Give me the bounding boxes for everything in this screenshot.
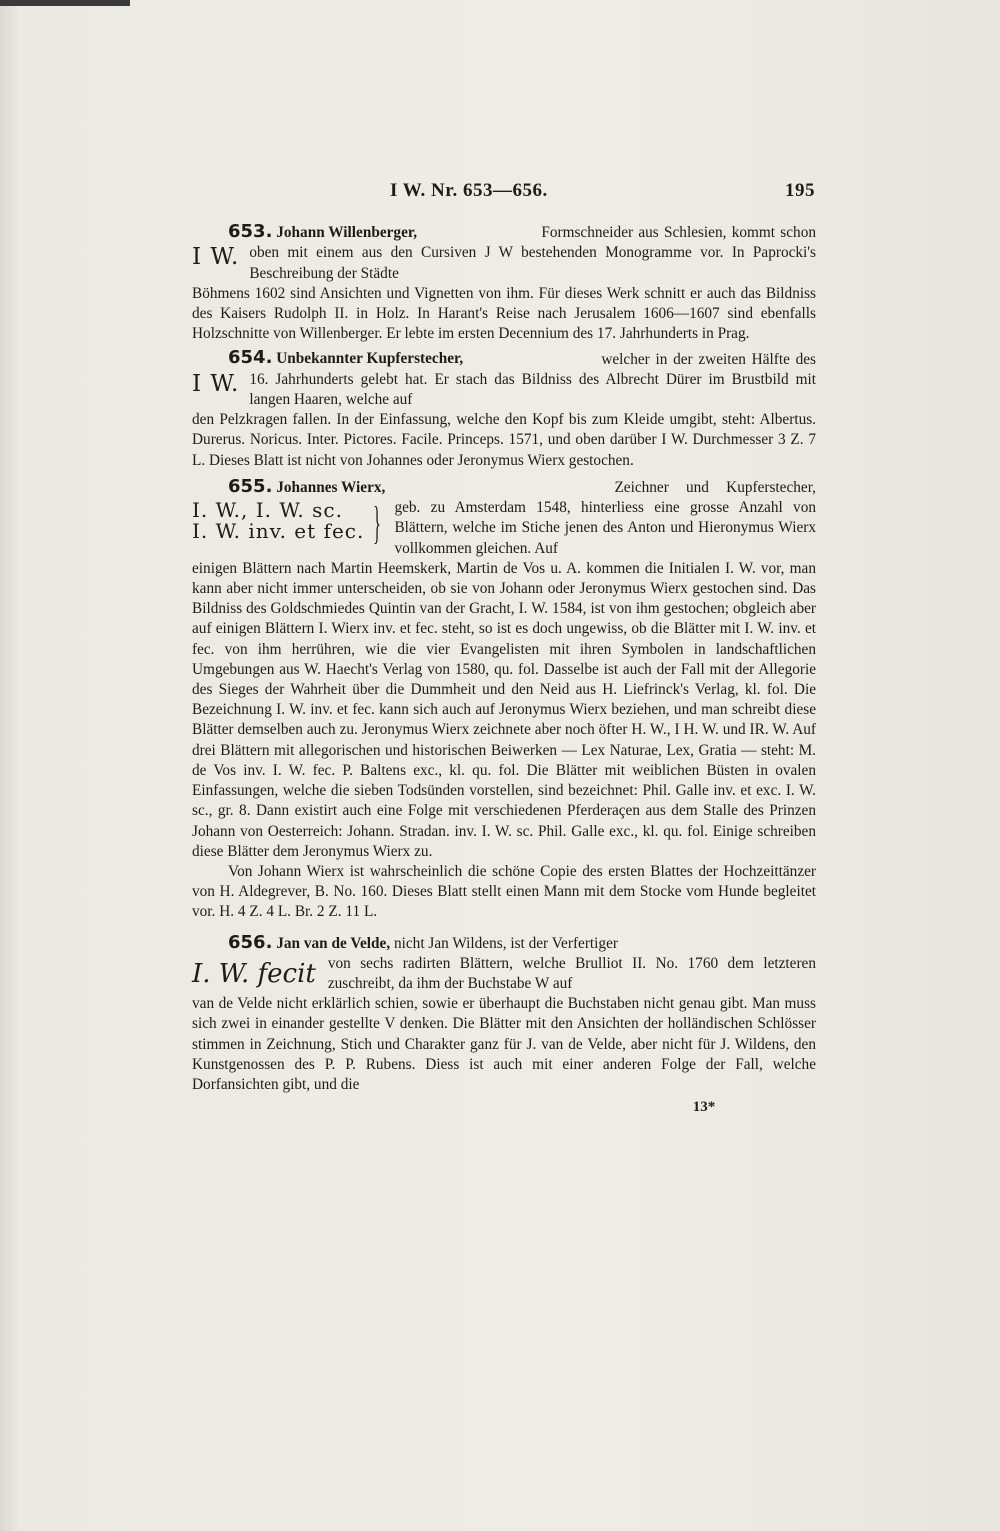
monogram-marks xyxy=(192,500,364,542)
monogram-text: welcher in der zweiten Hälfte des 16. Jahrhunderts gelebt hat. Er stach das Bildniss des Albrecht Dürer im Brustbild mit langen Haaren, welche auf xyxy=(249,350,816,409)
monogram-mark-1: I. W., I. W. sc. xyxy=(192,498,343,523)
page-number: 195 xyxy=(785,180,815,201)
entry-name: Johann Willenberger, xyxy=(276,224,418,241)
monogram-text: Zeichner und Kupferstecher, geb. zu Amsterdam 1548, hinterliess eine grosse Anzahl von Blättern, welche im Stiche jenen des Anton und Hieronymus Wierx vollkommen gleichen. Auf xyxy=(394,479,816,557)
running-header xyxy=(190,180,815,210)
entry-655 xyxy=(192,477,816,923)
entry-number: 654. xyxy=(228,347,273,369)
monogram-row xyxy=(192,954,816,994)
entry-body-2: Von Johann Wierx ist wahrscheinlich die schöne Copie des ersten Blattes der Hochzeittänzer von H. Aldegrever, B. No. 160. Dieses Blatt stellt einen Mann mit dem Stocke vom Hunde begleitet vor. H. 4 Z. 4 L. Br. 2 Z. 11 L. xyxy=(192,862,816,921)
entry-number: 656. xyxy=(228,931,273,953)
monogram-mark: I W. xyxy=(192,244,240,271)
entry-name: Johannes Wierx, xyxy=(276,478,386,496)
monogram-mark: I W. xyxy=(192,370,240,397)
brace-glyph: } xyxy=(373,497,382,549)
monogram-row xyxy=(192,350,816,411)
entry-654 xyxy=(192,348,816,470)
entry-653 xyxy=(192,222,816,344)
entry-name: Unbekannter Kupferstecher, xyxy=(276,350,464,368)
entry-name-rest: nicht Jan Wildens, ist der Verfertiger xyxy=(393,934,618,952)
entry-body: Böhmens 1602 sind Ansichten und Vignetten von ihm. Für dieses Werk schnitt er auch das Bildniss des Kaisers Rudolph II. in Holz. In Harant's Reise nach Jerusalem 1606—1607 sind ebenfalls Holzschnitte von Willenberger. Er lebte im ersten Decennium des 17. Jahrhunderts in Prag. xyxy=(192,284,816,343)
header-title: I W. Nr. 653—656. xyxy=(390,180,548,201)
monogram-text: von sechs radirten Blättern, welche Brulliot II. No. 1760 dem letzteren zuschreibt, da ihm der Buchstabe W auf xyxy=(327,954,816,992)
signature-mark: 13* xyxy=(692,1099,716,1116)
entry-656 xyxy=(192,933,816,1096)
entry-body: den Pelzkragen fallen. In der Einfassung, welche den Kopf bis zum Kleide umgibt, steht: Albertus. Durerus. Noricus. Inter. Pictores. Facile. Princeps. 1571, und oben darüber I W. Durchmesser 3 Z. 7 L. Dieses Blatt ist nicht von Johannes oder Jeronymus Wierx gestochen. xyxy=(192,411,816,469)
entry-name: Jan van de Velde, xyxy=(276,934,391,952)
entry-body: van de Velde nicht erklärlich schien, sowie er überhaupt die Buchstaben nicht genau gibt. Man muss sich zwei in einander gestellte V denken. Die Blätter mit den Ansichten der holländischen Schlösser stimmen in Zeichnung, Stich und Charakter ganz für J. van de Velde, aber nicht für J. Wildens, den Kunstgenossen des P. P. Rubens. Diess ist auch mit einer anderen Folge der Fall, welche Dorfansichten gibt, und die xyxy=(192,995,816,1093)
monogram-row xyxy=(192,223,816,284)
page-body xyxy=(192,222,816,1117)
monogram-text: Formschneider aus Schlesien, kommt schon oben mit einem aus den Cursiven J W bestehenden Monogramme vor. In Paprocki's Beschreibung der Städte xyxy=(249,224,816,282)
entry-body: einigen Blättern nach Martin Heemskerk, Martin de Vos u. A. kommen die Initialen I. W. vor, man kann aber nicht immer unterscheiden, ob sie von Johann oder Jeronymus Wierx gestochen sind. Das Bildniss des Goldschmiedes Quintin van der Gracht, I. W. 1584, ist von ihm gestochen; obgleich aber auf einigen Blättern I. Wierx inv. et fec. steht, so ist es doch ungewiss, ob die Blätter mit I. W. inv. et fec. von ihm herrühren, wie die vier Evangelisten mit ihren Symbolen in landschaftlichen Umgebungen aus W. Haecht's Verlag von 1580, qu. fol. Dasselbe ist auch der Fall mit der Allegorie des Sieges der Wahrheit über die Dummheit und den Neid aus H. Liefrinck's Verlag, kl. fol. Die Bezeichnung I. W. inv. et fec. kann sich auch auf Jeronymus Wierx beziehen, und man schreibt diese Blätter demselben auch zu. Jeronymus Wierx zeichnete aber noch öfter H. W., I H. W. und IR. W. Auf drei Blättern mit allegorischen und historischen Beiwerken — Lex Naturae, Lex, Gratia — steht: M. de Vos inv. I. W. fec. P. Baltens exc., kl. qu. fol. Die Blätter mit weiblichen Büsten in ovalen Einfassungen, welche die sieben Todsünden vorstellen, sind bezeichnet: Phil. Galle inv. et exc. I. W. sc., gr. 8. Dann existirt auch eine Folge mit verschiedenen Pferderaçen aus dem Stalle des Prinzen Johann von Oesterreich: Johann. Stradan. inv. I. W. sc. Phil. Galle exc., kl. qu. fol. Einige schreiben diese Blätter dem Jeronymus Wierx zu. xyxy=(192,559,816,860)
scan-edge-band xyxy=(0,0,130,6)
entry-number: 653. xyxy=(228,221,273,242)
entry-number: 655. xyxy=(228,475,273,497)
monogram-mark-2: I. W. inv. et fec. xyxy=(192,519,365,544)
monogram-mark: I. W. fecit xyxy=(192,958,316,989)
